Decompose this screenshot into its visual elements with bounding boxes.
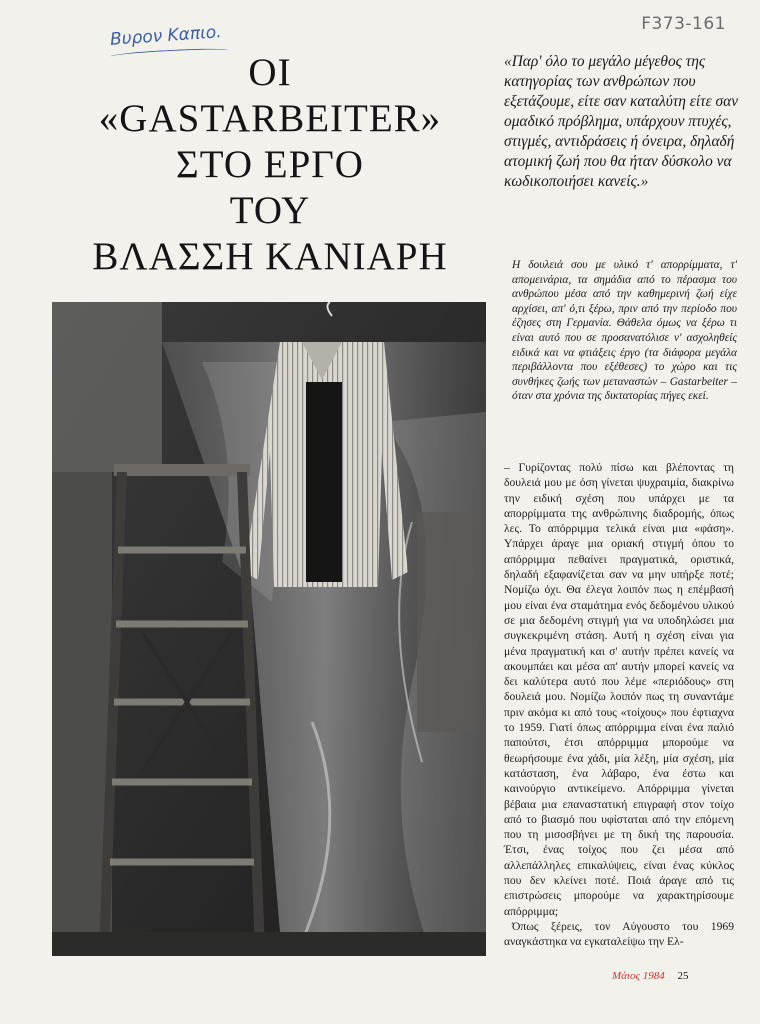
body-paragraph: – Γυρίζοντας πολύ πίσω και βλέποντας τη δουλειά μου με όση γίνεται ψυχραιμία, διακρίνω την ειδική σχέση που υπάρχει με τα απορρίμματα της ανθρώπινης διαδρομής, όπως λες. Το απόρριμμα τελικά είναι μια «φάση». Υπάρχει άραγε μια οριακή στιγμή όπου το απόρριμμα πεθαίνει πραγματικά, οριστικά, δηλαδή εξαφανίζεται σαν να μην υπήρξε ποτέ; Νομίζω όχι. Θα έλεγα λοιπόν πως η επέμβασή μου είναι ένα σταμάτημα ενός δεδομένου υλικού σε μια δεδομένη στιγμή για να υποδηλώσει μια συγκεκριμένη στάση. Αυτή η σχέση είναι για μένα πραγματική και σ' αυτήν πρέπει κανείς να ακουμπάει και μέσα απ' αυτήν μπορεί κανείς να δει καλύτερα αυτό που λέμε «περιόδους» στη δουλειά μου. Νομίζω λοιπόν πως τη συναντάμε πριν ακόμα κι από τους «τοίχους» που έφτιαχνα το 1959. Γιατί όπως απόρριμμα είναι ένα παλιό παπούτσι, έτσι απόρριμμα μπορούμε να θεωρήσουμε ένα χάδι, μία λέξη, μία σχέση, μία κατάσταση, ένα λάβαρο, ένα έστω και καινούργιο αντικείμενο. Απόρριμμα γίνεται βέβαια μια επαναστατική επιγραφή στον τοίχο από το βιασμό που υφίσταται από την επόμενη που τη μισοσβήνει με τη δική της παρουσία. Έτσι, ένας τοίχος που ζει μέσα από αλλεπάλληλες επικαλύψεις, είναι ένας κύκλος που δεν κλείνει ποτέ. Ποιά άραγε από τις επιστρώσεις μπορούμε να χαρακτηρίσουμε απόρριμμα; (504, 461, 734, 918)
article-body (504, 460, 734, 950)
handwritten-note: Βυρον Καπιο. (109, 22, 223, 50)
title-line: ΟΙ (248, 51, 292, 94)
body-paragraph: Όπως ξέρεις, τον Αύγουστο του 1969 αναγκάστηκα να εγκαταλείψω την Ελ- (504, 919, 734, 949)
article-title (60, 50, 480, 280)
title-line: ΤΟΥ (229, 189, 311, 232)
page-number: 25 (677, 970, 689, 982)
issue-date: Μάιος 1984 (612, 970, 665, 982)
checked-fabric (417, 512, 472, 732)
artwork-illustration (52, 302, 486, 956)
pull-quote: «Παρ' όλο το μεγάλο μέγεθος της κατηγορίας των ανθρώπων που εξετάζουμε, είτε σαν καταλύτη είτε σαν ομαδικό πρόβλημα, υπάρχουν πτυχές, στιγμές, αντιδράσεις ή όνειρα, δηλαδή ατομική ζωή που θα ήταν δύσκολο να κωδικοποιήσει κανείς.» (504, 53, 739, 190)
interview-question: Η δουλειά σου με υλικό τ' απορρίμματα, τ' απομεινάρια, τα σημάδια από το πέρασμα του ανθρώπου μέσα από την καθημερινή ζωή είχε αρχίσει, απ' ό,τι ξέρω, πριν από την περίοδο που έζησες στη Γερμανία. Θάθελα όμως να ξέρω τι είναι αυτό που σε προσανατόλισε ν' ασχοληθείς ειδικά και να φτιάξεις έργο (τα διάφορα μεγάλα περιβάλλοντα που εξέθεσες) το χώρο και τις συνθήκες ζωής των μεταναστών – Gastarbeiter – όταν στα χρόνια της δικτατορίας πήγες εκεί. (512, 259, 737, 403)
archive-reference: F373-161 (641, 14, 726, 34)
title-line: ΣΤΟ ΕΡΓΟ (176, 143, 364, 186)
title-line: ΒΛΑΣΣΗ ΚΑΝΙΑΡΗ (92, 235, 448, 278)
artwork-photo (52, 302, 486, 956)
page-footer (612, 970, 688, 982)
title-line: «GASTARBEITER» (98, 97, 442, 140)
